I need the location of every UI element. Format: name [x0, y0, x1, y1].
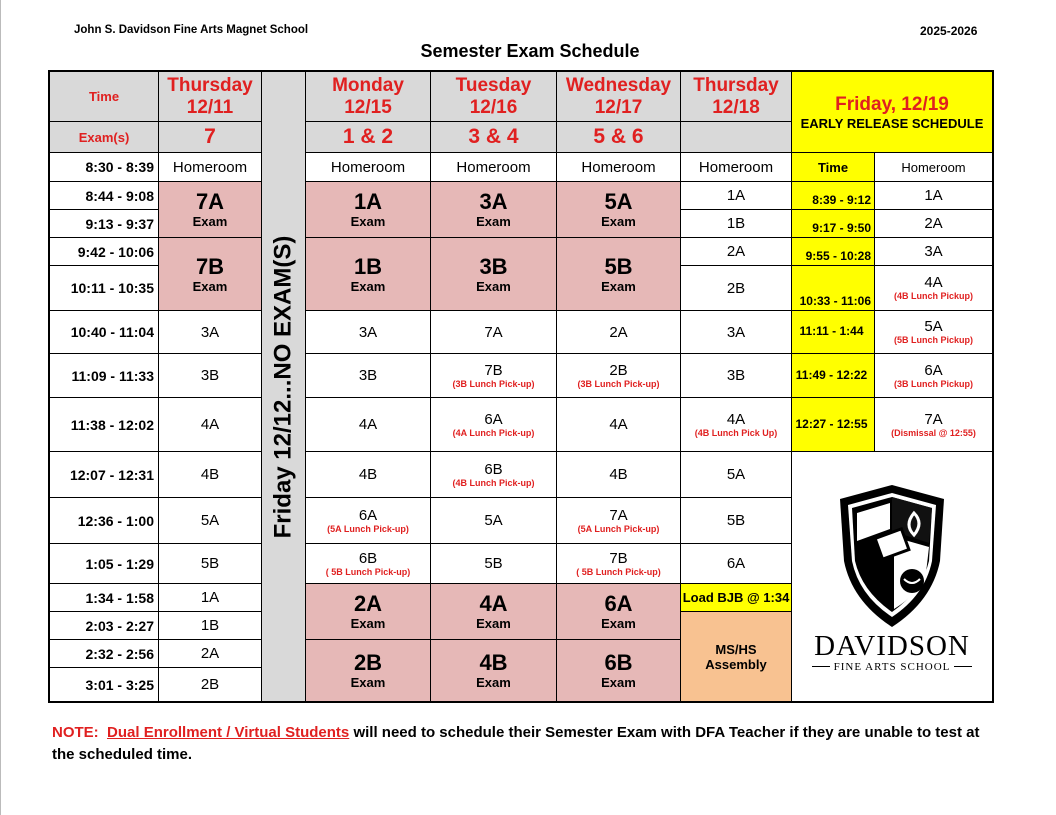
day-date: 12/11	[186, 96, 234, 118]
time-header-label: Time	[88, 89, 120, 104]
day-name: Monday	[332, 74, 404, 96]
time-label: 11:38 - 12:02	[70, 416, 154, 433]
time-label: 11:09 - 11:33	[71, 367, 154, 384]
friday-time-header	[791, 152, 875, 182]
friday-time-slot	[791, 265, 875, 311]
day-date: 12/16	[469, 96, 518, 118]
logo-tagline-row	[812, 661, 973, 673]
day-exams	[556, 121, 681, 153]
lunch-note: (5A Lunch Pick-up)	[327, 523, 409, 534]
davidson-crest-icon	[832, 481, 952, 631]
exam-label: Exam	[476, 616, 511, 631]
exam-label: Exam	[350, 616, 386, 631]
exam-period: 1B	[353, 253, 383, 279]
time-slot	[49, 639, 159, 668]
time-slot	[49, 310, 159, 354]
class-cell	[158, 397, 262, 452]
exam-label: Exam	[476, 214, 511, 229]
period-label: 1A	[200, 589, 220, 606]
logo-name: DAVIDSON	[814, 629, 970, 662]
day-exams	[680, 121, 792, 153]
class-cell	[430, 543, 557, 584]
exam-period: 5A	[604, 189, 633, 214]
exam-block	[305, 181, 431, 238]
homeroom-cell	[158, 152, 262, 182]
class-cell	[305, 310, 431, 354]
period-label: 1A	[726, 187, 746, 204]
time-slot	[49, 152, 159, 182]
friday-time-slot	[791, 310, 875, 354]
exam-period: 3A	[479, 189, 508, 214]
class-cell	[305, 353, 431, 398]
friday-title: Friday, 12/19	[835, 93, 949, 115]
exam-block	[430, 181, 557, 238]
time-slot	[49, 353, 159, 398]
friday-1219-header	[791, 71, 993, 153]
period-label: 7B	[609, 549, 628, 567]
lunch-note: ( 5B Lunch Pick-up)	[325, 566, 411, 577]
friday-time-slot	[791, 181, 875, 210]
exam-period: 4B	[479, 650, 508, 675]
period-label: 5A	[484, 512, 503, 529]
class-cell	[680, 397, 792, 452]
friday-class-cell	[874, 181, 993, 210]
day-name: Tuesday	[455, 74, 532, 96]
exam-label: Exam	[601, 616, 636, 631]
exam-periods: 7	[204, 125, 216, 148]
period-label: 1B	[726, 215, 746, 232]
exam-block	[305, 583, 431, 640]
class-cell	[430, 310, 557, 354]
day-header	[305, 71, 431, 122]
homeroom-cell	[305, 152, 431, 182]
exam-block	[305, 237, 431, 311]
logo-tagline: FINE ARTS SCHOOL	[833, 660, 951, 673]
day-exams	[305, 121, 431, 153]
exam-label: Exam	[350, 675, 386, 690]
period-label: 2A	[609, 323, 628, 341]
class-cell	[430, 451, 557, 498]
exam-period: 7A	[195, 189, 225, 214]
time-header-label: Time	[817, 159, 849, 175]
assembly-cell	[680, 611, 792, 702]
friday-class-cell	[874, 237, 993, 266]
period-label: 1B	[200, 617, 220, 634]
lunch-note: (4B Lunch Pickup)	[893, 291, 973, 301]
time-slot	[49, 667, 159, 702]
period-label: 2A	[726, 243, 746, 260]
exam-block	[556, 237, 681, 311]
class-cell	[430, 497, 557, 544]
time-label: 1:05 - 1:29	[85, 555, 154, 572]
friday-class-cell	[874, 397, 993, 452]
time-header	[49, 71, 159, 122]
friday-time-slot	[791, 209, 875, 238]
exam-block	[430, 237, 557, 311]
period-label: 4A	[200, 416, 220, 433]
period-label: 7B	[484, 361, 503, 379]
exam-period: 1A	[353, 189, 383, 214]
day-date: 12/17	[594, 96, 643, 118]
time-label: 11:11 - 1:44	[799, 324, 864, 338]
friday-time-slot	[791, 237, 875, 266]
time-slot	[49, 583, 159, 612]
period-label: 3A	[200, 323, 220, 341]
exam-label: Exam	[350, 278, 386, 294]
exam-block	[556, 639, 681, 702]
exam-block	[158, 181, 262, 238]
time-slot	[49, 181, 159, 210]
homeroom-label: Homeroom	[172, 158, 248, 176]
homeroom-label: Homeroom	[581, 158, 656, 176]
period-label: 2B	[726, 279, 746, 297]
period-label: 4B	[609, 466, 628, 483]
class-cell	[680, 181, 792, 210]
time-label: 12:36 - 1:00	[77, 512, 154, 529]
exam-periods: 1 & 2	[342, 125, 394, 148]
exam-label: Exam	[601, 214, 636, 229]
class-cell	[680, 543, 792, 584]
tagline-rule	[954, 666, 972, 667]
class-cell	[680, 265, 792, 311]
class-cell	[305, 451, 431, 498]
exam-period: 2B	[353, 650, 383, 675]
exam-period: 3B	[479, 253, 508, 279]
early-release-label: EARLY RELEASE SCHEDULE	[800, 115, 984, 131]
exam-block	[158, 237, 262, 311]
time-label: 10:40 - 11:04	[70, 324, 154, 340]
exam-periods: 5 & 6	[593, 125, 644, 148]
time-label: 8:39 - 9:12	[812, 193, 871, 207]
period-label: 5A	[924, 318, 943, 335]
school-year: 2025-2026	[920, 24, 978, 38]
period-label: 3B	[726, 367, 746, 384]
exam-label: Exam	[350, 214, 386, 229]
note-paragraph	[52, 722, 992, 766]
class-cell	[158, 639, 262, 668]
class-cell	[305, 397, 431, 452]
time-slot	[49, 611, 159, 640]
exam-block	[430, 583, 557, 640]
time-label: 1:34 - 1:58	[85, 589, 154, 606]
time-label: 2:03 - 2:27	[85, 617, 154, 634]
exam-period: 4A	[479, 591, 508, 616]
exam-label: Exam	[476, 278, 511, 294]
period-label: 2A	[924, 215, 943, 232]
homeroom-cell	[680, 152, 792, 182]
homeroom-label: Homeroom	[330, 158, 406, 176]
exam-periods: 3 & 4	[468, 125, 519, 148]
period-label: 6B	[358, 549, 378, 567]
time-label: 10:11 - 10:35	[70, 280, 154, 296]
time-label: 12:07 - 12:31	[69, 466, 154, 483]
homeroom-label: Homeroom	[901, 159, 966, 175]
time-label: 9:55 - 10:28	[805, 249, 871, 263]
exam-label: Exam	[601, 278, 636, 294]
friday-time-slot	[791, 397, 875, 452]
period-label: 3B	[358, 367, 378, 384]
exam-period: 5B	[604, 253, 633, 279]
period-label: 6A	[924, 361, 943, 379]
time-label: 9:13 - 9:37	[85, 215, 154, 232]
period-label: 6A	[726, 555, 746, 572]
period-label: 1A	[924, 187, 943, 204]
day-name: Thursday	[693, 74, 779, 96]
time-slot	[49, 237, 159, 266]
time-slot	[49, 543, 159, 584]
period-label: 5B	[726, 512, 746, 529]
day-date: 12/18	[712, 96, 760, 118]
lunch-note: (5B Lunch Pickup)	[893, 335, 973, 345]
friday-homeroom	[874, 152, 993, 182]
homeroom-cell	[430, 152, 557, 182]
exam-block	[430, 639, 557, 702]
class-cell	[556, 451, 681, 498]
class-cell	[158, 583, 262, 612]
exams-header-label: Exam(s)	[78, 129, 130, 145]
class-cell	[556, 310, 681, 354]
homeroom-label: Homeroom	[456, 158, 531, 176]
lunch-note: (3B Lunch Pick-up)	[452, 378, 535, 389]
class-cell	[305, 543, 431, 584]
time-slot	[49, 209, 159, 238]
time-label: 8:30 - 8:39	[85, 159, 154, 175]
period-label: 4A	[924, 274, 943, 291]
day-date: 12/15	[344, 96, 392, 118]
page-title: Semester Exam Schedule	[420, 41, 640, 61]
period-label: 7A	[609, 506, 628, 524]
assembly-label: MS/HS Assembly	[705, 641, 767, 672]
logo-cell	[791, 451, 993, 702]
day-exams	[430, 121, 557, 153]
friday-class-cell	[874, 310, 993, 354]
period-label: 5A	[200, 512, 220, 529]
time-slot	[49, 451, 159, 498]
period-label: 3A	[924, 243, 943, 260]
period-label: 4B	[200, 466, 220, 483]
class-cell	[680, 451, 792, 498]
exam-label: Exam	[601, 675, 636, 690]
class-cell	[430, 397, 557, 452]
exams-header	[49, 121, 159, 153]
lunch-note: (5A Lunch Pick-up)	[577, 523, 660, 534]
period-label: 7A	[924, 410, 943, 428]
period-label: 4B	[358, 466, 378, 483]
exam-block	[305, 639, 431, 702]
day-header	[680, 71, 792, 122]
friday-time-slot	[791, 353, 875, 398]
period-label: 2B	[609, 361, 628, 379]
note-text: will need to schedule their Semester Exam with DFA Teacher if they are unable to test at the scheduled time.	[52, 724, 980, 763]
exam-label: Exam	[192, 278, 228, 294]
friday-class-cell	[874, 265, 993, 311]
time-label: 12:27 - 12:55	[795, 416, 868, 431]
class-cell	[556, 353, 681, 398]
period-label: 6B	[484, 460, 503, 478]
class-cell	[158, 353, 262, 398]
period-label: 5B	[200, 555, 220, 572]
period-label: 5A	[726, 466, 746, 483]
load-bjb-label: Load BJB @ 1:34	[682, 590, 790, 605]
time-label: 9:17 - 9:50	[812, 221, 871, 235]
lunch-note: (3B Lunch Pickup)	[893, 378, 973, 389]
no-exams-text: Friday 12/12...NO EXAM(S)	[269, 235, 297, 538]
day-header	[158, 71, 262, 122]
lunch-note: ( 5B Lunch Pick-up)	[576, 566, 661, 577]
note-label: NOTE:	[52, 724, 99, 741]
period-label: 4A	[726, 410, 746, 428]
exam-period: 7B	[195, 253, 225, 279]
time-label: 9:42 - 10:06	[77, 243, 154, 260]
period-label: 4A	[358, 416, 378, 433]
class-cell	[158, 497, 262, 544]
class-cell	[680, 353, 792, 398]
lunch-note: (4B Lunch Pick Up)	[694, 427, 778, 438]
exam-period: 6B	[604, 650, 633, 675]
period-label: 4A	[609, 416, 628, 433]
class-cell	[305, 497, 431, 544]
class-cell	[556, 397, 681, 452]
class-cell	[158, 310, 262, 354]
class-cell	[680, 209, 792, 238]
time-label: 11:49 - 12:22	[795, 367, 868, 382]
day-exams	[158, 121, 262, 153]
friday-class-cell	[874, 353, 993, 398]
exam-block	[556, 181, 681, 238]
lunch-note: (3B Lunch Pick-up)	[577, 378, 660, 389]
page-edge	[0, 0, 1, 815]
class-cell	[556, 497, 681, 544]
time-slot	[49, 265, 159, 311]
day-name: Wednesday	[565, 74, 672, 96]
time-label: 10:33 - 11:06	[799, 294, 871, 308]
load-bjb-cell	[680, 583, 792, 612]
lunch-note: (Dismissal @ 12:55)	[891, 427, 976, 438]
period-label: 3A	[726, 323, 746, 341]
exam-block	[556, 583, 681, 640]
homeroom-cell	[556, 152, 681, 182]
class-cell	[680, 497, 792, 544]
exam-period: 2A	[353, 591, 383, 616]
tagline-rule	[812, 666, 830, 667]
class-cell	[680, 237, 792, 266]
day-header	[430, 71, 557, 122]
lunch-note: (4A Lunch Pick-up)	[452, 427, 535, 438]
time-slot	[49, 397, 159, 452]
time-label: 2:32 - 2:56	[85, 645, 154, 662]
time-slot	[49, 497, 159, 544]
homeroom-label: Homeroom	[698, 158, 774, 176]
class-cell	[556, 543, 681, 584]
period-label: 3B	[200, 367, 220, 384]
period-label: 2B	[200, 676, 220, 693]
friday-1212-no-exams-banner	[261, 71, 306, 702]
class-cell	[680, 310, 792, 354]
class-cell	[158, 667, 262, 702]
time-label: 3:01 - 3:25	[85, 676, 154, 693]
school-name: John S. Davidson Fine Arts Magnet School	[74, 24, 309, 36]
exam-label: Exam	[476, 675, 511, 690]
class-cell	[158, 451, 262, 498]
exam-label: Exam	[192, 214, 228, 229]
period-label: 2A	[200, 645, 220, 662]
day-name: Thursday	[167, 74, 253, 96]
day-header	[556, 71, 681, 122]
exam-period: 6A	[604, 591, 633, 616]
class-cell	[158, 543, 262, 584]
time-label: 8:44 - 9:08	[85, 187, 154, 204]
class-cell	[430, 353, 557, 398]
period-label: 6A	[358, 506, 378, 524]
period-label: 7A	[484, 323, 503, 341]
period-label: 3A	[358, 323, 378, 341]
class-cell	[158, 611, 262, 640]
lunch-note: (4B Lunch Pick-up)	[452, 477, 535, 488]
period-label: 6A	[484, 410, 503, 428]
dual-enrollment-link[interactable]: Dual Enrollment / Virtual Students	[107, 724, 350, 741]
period-label: 5B	[484, 555, 503, 572]
friday-class-cell	[874, 209, 993, 238]
